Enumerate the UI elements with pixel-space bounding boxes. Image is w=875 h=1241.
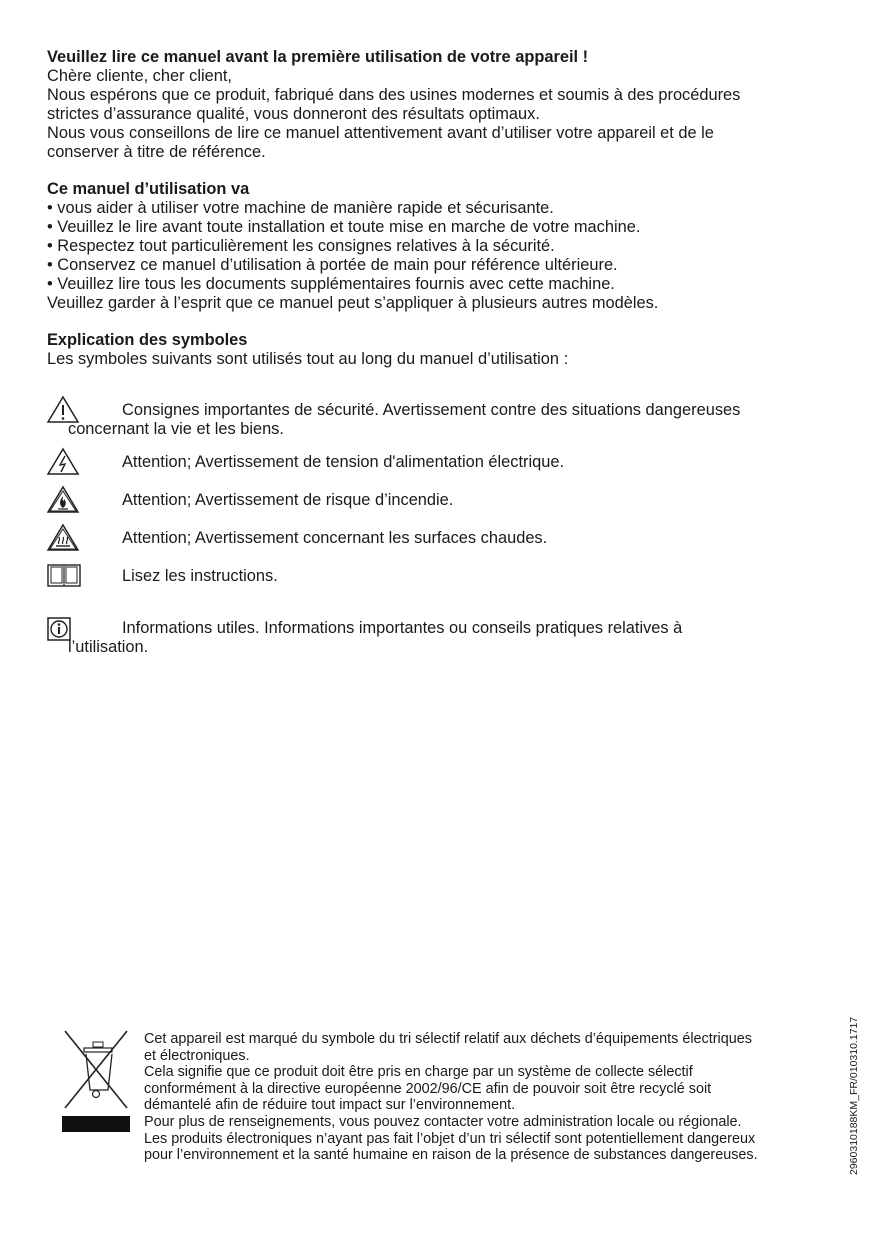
symbol-text-cont: concernant la vie et les biens.	[68, 420, 284, 438]
symbols-intro: Les symboles suivants sont utilisés tout au long du manuel d’utilisation :	[47, 350, 569, 368]
weee-line: Pour plus de renseignements, vous pouvez contacter votre administration locale ou régionale.	[144, 1113, 742, 1130]
manual-bullet: • Respectez tout particulièrement les consignes relatives à la sécurité.	[47, 237, 555, 255]
fire-warning-icon	[47, 485, 83, 515]
symbols-heading: Explication des symboles	[47, 331, 248, 349]
hot-surface-icon	[47, 523, 83, 553]
symbol-text-cont: l’utilisation.	[68, 638, 149, 656]
manual-page	[47, 48, 837, 657]
symbol-row-electric	[47, 453, 837, 491]
document-code: 2960310188KM_FR/010310.1717	[848, 1016, 860, 1175]
intro-line: Nous vous conseillons de lire ce manuel attentivement avant d’utiliser votre appareil et de le	[47, 124, 714, 142]
intro-title: Veuillez lire ce manuel avant la première utilisation de votre appareil !	[47, 48, 589, 66]
symbol-row-info	[47, 619, 837, 657]
manual-bullet: • Conservez ce manuel d’utilisation à portée de main pour référence ultérieure.	[47, 256, 618, 274]
info-icon	[47, 615, 83, 645]
weee-line: démantelé afin de réduire tout impact sur l’environnement.	[144, 1097, 516, 1114]
symbol-row-book	[47, 567, 837, 605]
symbol-text: Attention; Avertissement de tension d'alimentation électrique.	[122, 453, 564, 471]
weee-line: Cet appareil est marqué du symbole du tri sélectif relatif aux déchets d’équipements électriques	[144, 1031, 752, 1047]
weee-line: Les produits électroniques n’ayant pas fait l’objet d’un tri sélectif sont potentiellement dangereux	[144, 1130, 756, 1147]
weee-line: Cela signifie que ce produit doit être pris en charge par un système de collecte sélectif	[144, 1064, 693, 1081]
manual-bullet: • Veuillez lire tous les documents supplémentaires fournis avec cette machine.	[47, 275, 615, 293]
weee-line: pour l’environnement et la santé humaine en raison de la présence de substances dangereuses.	[144, 1147, 758, 1164]
weee-text	[144, 1031, 844, 1164]
symbol-text: Attention; Avertissement de risque d’incendie.	[122, 491, 454, 509]
symbol-row-fire	[47, 491, 837, 529]
electric-warning-icon	[47, 447, 83, 477]
symbol-row-warning	[47, 401, 837, 441]
symbol-row-hot	[47, 529, 837, 567]
intro-line: Chère cliente, cher client,	[47, 67, 232, 85]
book-icon	[47, 561, 83, 591]
manual-bullet: • vous aider à utiliser votre machine de manière rapide et sécurisante.	[47, 199, 554, 217]
manual-heading: Ce manuel d’utilisation va	[47, 180, 250, 198]
manual-note: Veuillez garder à l’esprit que ce manuel peut s’appliquer à plusieurs autres modèles.	[47, 294, 659, 312]
weee-line: et électroniques.	[144, 1047, 250, 1064]
intro-line: conserver à titre de référence.	[47, 143, 266, 161]
symbol-text: Attention; Avertissement concernant les surfaces chaudes.	[122, 529, 548, 547]
crossed-bin-icon	[60, 1028, 132, 1136]
symbol-text: Informations utiles. Informations importantes ou conseils pratiques relatives à	[122, 619, 683, 637]
intro-line: Nous espérons que ce produit, fabriqué dans des usines modernes et soumis à des procédures	[47, 86, 741, 104]
symbol-text: Lisez les instructions.	[122, 567, 278, 585]
intro-line: strictes d’assurance qualité, vous donneront des résultats optimaux.	[47, 105, 540, 123]
weee-line: conformément à la directive européenne 2002/96/CE afin de pouvoir soit être recyclé soit	[144, 1080, 712, 1097]
symbol-text: Consignes importantes de sécurité. Avertissement contre des situations dangereuses	[122, 401, 741, 419]
manual-bullet: • Veuillez le lire avant toute installation et toute mise en marche de votre machine.	[47, 218, 641, 236]
warning-icon	[47, 395, 83, 425]
